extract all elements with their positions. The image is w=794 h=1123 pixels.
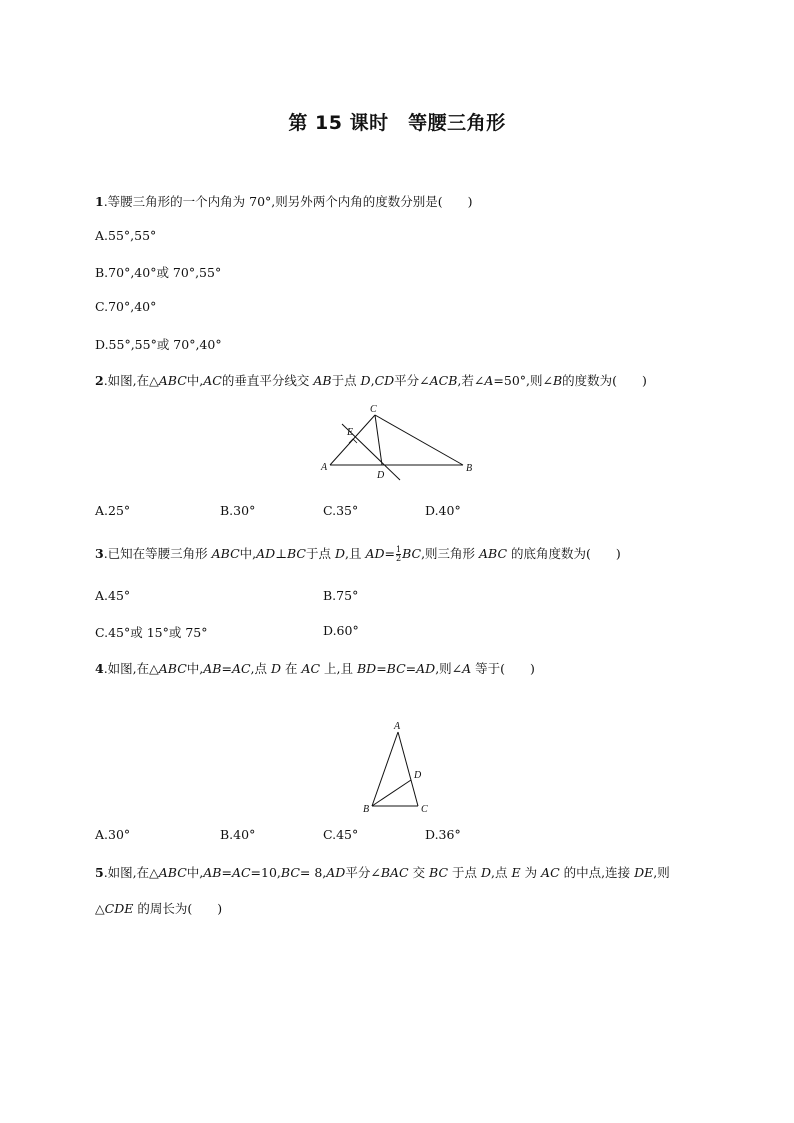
text-part: 的中点,连接 <box>559 865 635 880</box>
q4-triangle-figure <box>360 720 440 820</box>
fraction-one-half <box>396 546 401 563</box>
text-part: BC <box>286 546 306 561</box>
question-number: 5 <box>95 865 104 880</box>
text-part: .如图,在△ <box>103 661 159 676</box>
text-part: AC <box>203 373 222 388</box>
text-part: D <box>360 373 371 388</box>
text-part: ,点 <box>250 661 271 676</box>
text-part: 中, <box>186 373 204 388</box>
text-part: BC <box>429 865 449 880</box>
segment-cb <box>375 415 463 465</box>
text-part: , <box>370 373 375 388</box>
option-c: C.35° <box>323 503 359 518</box>
text-part: ,且 <box>344 546 366 561</box>
text-part: E <box>511 865 521 880</box>
question-number: 2 <box>95 373 104 388</box>
option-b: B.40° <box>220 827 256 842</box>
text-part: 等于( ) <box>471 661 535 676</box>
label-c: C <box>421 804 428 815</box>
q2-triangle-figure <box>320 402 480 487</box>
text-part: 上,且 <box>320 661 357 676</box>
option-b: B.70°,40°或 70°,55° <box>95 265 222 280</box>
text-part: 于点 <box>305 546 335 561</box>
label-d: D <box>377 470 385 481</box>
question-number: 1 <box>95 194 104 209</box>
segment-bd <box>372 780 411 806</box>
text-part: △ <box>95 901 105 916</box>
fraction-numerator: 1 <box>395 545 402 554</box>
text-part: AB=AC <box>203 661 251 676</box>
text-part: BD=BC=AD <box>357 661 436 676</box>
text-part: .如图,在△ <box>103 373 159 388</box>
option-d: D.55°,55°或 70°,40° <box>95 337 222 352</box>
text-part: ,若∠ <box>457 373 485 388</box>
text-part: A <box>462 661 472 676</box>
text-part: CD <box>374 373 395 388</box>
option-a: A.30° <box>95 827 131 842</box>
text-part: A <box>484 373 494 388</box>
text-part: 中, <box>239 546 257 561</box>
text-part: ABC <box>158 661 187 676</box>
text-part: ABC <box>479 546 508 561</box>
option-a: A.45° <box>95 588 131 603</box>
text-part: 中, <box>186 661 204 676</box>
question-5-stem-line-2 <box>95 899 222 917</box>
option-b: B.75° <box>323 588 359 603</box>
option-d: D.36° <box>425 827 461 842</box>
option-d: D.40° <box>425 503 461 518</box>
text-part: 在 <box>281 661 302 676</box>
text-part: ABC <box>158 373 187 388</box>
text-part: AB=AC <box>203 865 251 880</box>
text-part: = <box>384 546 395 561</box>
text-part: 交 <box>408 865 430 880</box>
text-part: DE <box>634 865 654 880</box>
label-b: B <box>363 804 370 815</box>
text-part: BC <box>280 865 300 880</box>
text-part: D <box>271 661 282 676</box>
question-number: 3 <box>95 546 104 561</box>
label-d: D <box>414 770 422 781</box>
text-part: D <box>480 865 492 880</box>
text-part: ,则三角形 <box>421 546 480 561</box>
option-c: C.45°或 15°或 75° <box>95 625 208 640</box>
text-part: BAC <box>380 865 409 880</box>
question-2-stem <box>95 371 647 389</box>
text-part: ACB <box>429 373 458 388</box>
option-b: B.30° <box>220 503 256 518</box>
text-part: = 8, <box>299 865 327 880</box>
text-part: .如图,在△ <box>103 865 159 880</box>
segment-ab <box>372 732 398 806</box>
text-part: ,则∠ <box>435 661 463 676</box>
text-part: ⊥ <box>275 546 287 561</box>
text-part: 的周长为( ) <box>133 901 223 916</box>
option-c: C.45° <box>323 827 359 842</box>
label-b: B <box>466 463 473 474</box>
option-a: A.25° <box>95 503 131 518</box>
question-4-stem <box>95 659 535 677</box>
text-part: 于点 <box>448 865 481 880</box>
fraction-denominator: 2 <box>395 554 402 563</box>
text-part: AD <box>365 546 385 561</box>
option-c: C.70°,40° <box>95 299 157 314</box>
option-d: D.60° <box>323 623 359 638</box>
text-part: D <box>334 546 345 561</box>
text-part: 平分∠ <box>345 865 381 880</box>
text-part: AC <box>541 865 560 880</box>
question-3-stem <box>95 544 621 563</box>
text-part: AC <box>301 661 321 676</box>
text-part: =50°,则∠ <box>493 373 553 388</box>
text-part: 为 <box>520 865 542 880</box>
label-c: C <box>370 404 377 415</box>
text-part: 平分∠ <box>394 373 430 388</box>
label-e: E <box>347 427 354 438</box>
text-part: ,点 <box>491 865 512 880</box>
question-text: .等腰三角形的一个内角为 70°,则另外两个内角的度数分别是( ) <box>103 194 473 209</box>
text-part: ,则 <box>653 865 670 880</box>
text-part: 的垂直平分线交 <box>221 373 314 388</box>
text-part: AD <box>326 865 346 880</box>
option-a: A.55°,55° <box>95 228 157 243</box>
text-part: =10, <box>250 865 281 880</box>
text-part: ABC <box>158 865 187 880</box>
question-5-stem <box>95 863 670 881</box>
text-part: 的度数为( ) <box>562 373 647 388</box>
text-part: AB <box>313 373 332 388</box>
segment-ac <box>398 732 418 806</box>
text-part: 的底角度数为( ) <box>507 546 621 561</box>
text-part: AD <box>256 546 276 561</box>
text-part: CDE <box>104 901 134 916</box>
text-part: .已知在等腰三角形 <box>103 546 212 561</box>
question-number: 4 <box>95 661 104 676</box>
text-part: B <box>552 373 563 388</box>
text-part: ABC <box>211 546 240 561</box>
page-title: 第 15 课时 等腰三角形 <box>288 112 506 134</box>
text-part: 中, <box>186 865 204 880</box>
label-a: A <box>394 721 401 732</box>
text-part: BC <box>402 546 422 561</box>
text-part: 于点 <box>331 373 361 388</box>
label-a: A <box>321 462 328 473</box>
question-1-stem <box>95 192 473 210</box>
